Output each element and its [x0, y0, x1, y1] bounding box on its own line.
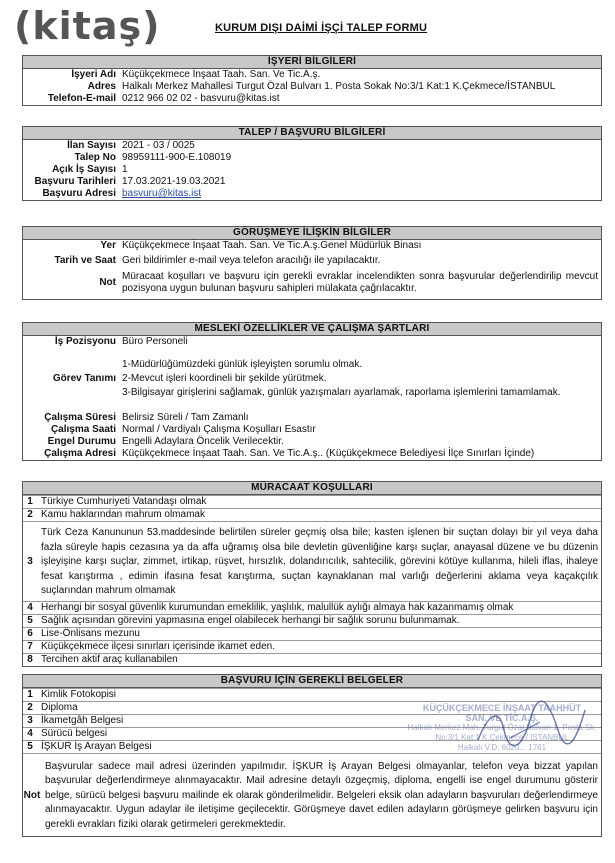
- stamp-line: Halkalı Merkez Mah. Turgut Özal Bulvarı 1. Posta Sk.: [407, 723, 597, 732]
- row-label: Not: [99, 277, 116, 288]
- info-row: [23, 412, 601, 424]
- row-value: Halkalı Merkez Mahallesi Turgut Özal Bulvarı 1. Posta Sokak No:3/1 Kat:1 K.Çekmece/İSTANBUL: [122, 81, 556, 92]
- row-value: Büro Personeli: [122, 336, 188, 347]
- item-text: İŞKUR İş Arayan Belgesi: [41, 741, 152, 752]
- row-value: 0212 966 02 02 - basvuru@kitas.ist: [122, 93, 280, 104]
- item-number: 5: [27, 614, 33, 626]
- row-label: Yer: [100, 240, 116, 251]
- row-value: 2021 - 03 / 0025: [122, 140, 195, 151]
- item-text: Sağlık açısından görevini yapmasına engel olabilecek herhangi bir sağlık sorunu bulunmamak.: [41, 614, 460, 626]
- info-row: [23, 336, 601, 348]
- row-label: Görev Tanımı: [52, 373, 116, 384]
- condition-item: [23, 640, 601, 653]
- section-header: GÖRÜŞMEYE İLİŞKİN BİLGİLER: [23, 227, 601, 240]
- row-value: Belirsiz Süreli / Tam Zamanlı: [122, 412, 249, 423]
- row-value: 1: [122, 164, 128, 175]
- row-label: Çalışma Saati: [50, 424, 116, 435]
- info-row: [23, 271, 601, 295]
- info-row: [23, 81, 601, 93]
- item-text: Türkiye Cumhuriyeti Vatandaşı olmak: [41, 496, 207, 507]
- row-label: Talep No: [74, 152, 116, 163]
- row-value: Geri bildirimler e-mail veya telefon aracılığı ile yapılacaktır.: [122, 255, 381, 266]
- info-row: [23, 358, 601, 400]
- section-header: İŞYERİ BİLGİLERİ: [23, 56, 601, 69]
- item-text: Tercihen aktif araç kullanabilen: [41, 653, 178, 665]
- section-header: MÜRACAAT KOŞULLARI: [23, 482, 601, 495]
- section-isyeri: [22, 55, 602, 106]
- row-label: Açık İş Sayısı: [52, 164, 116, 175]
- stamp-line: No:3/1 Kat:1 K.Çekmece / İSTANBUL: [435, 733, 569, 742]
- item-number: 7: [27, 640, 33, 652]
- item-text: Diploma: [41, 702, 78, 713]
- row-label: Engel Durumu: [47, 436, 116, 447]
- section-gorusme: [22, 226, 602, 300]
- signature-icon: [470, 700, 590, 760]
- application-email-link[interactable]: basvuru@kitas.ist: [122, 188, 202, 199]
- item-text: Sürücü belgesi: [41, 728, 108, 739]
- row-label: İşyeri Adı: [71, 69, 116, 80]
- info-row: [23, 152, 601, 164]
- item-text: İkametgâh Belgesi: [41, 715, 124, 726]
- task-line: 2-Mevcut işleri koordineli bir şekilde yürütmek.: [122, 373, 327, 384]
- info-row: [23, 436, 601, 448]
- note-text: Başvurular sadece mail adresi üzerinden yapılmıdır. İŞKUR İş Arayan Belgesi olmayanlar, telefon veya bizzat yapılan başvurular değerlendirmeye alınmayacaktır. Mail adresine detaylı özgeçmiş, diploma, engelli ise engel durumunu gösterir belge, sürücü belgesi başvuru mailinde ek olarak gönderilmelidir. Belgeleri eksik olan adayların başvuruları değerlendirmeye alınmayacaktır. Uygun adaylar ile iletişime geçilecektir. Görüşmeye davet edilen adayların görüşmeye gelirken başvuru için gerekli evrakları fiziki olarak getirmeleri gerekmektedir.: [45, 761, 598, 830]
- item-number: 2: [27, 702, 33, 713]
- stamp-line: SAN. VE TİC.A.Ş.: [465, 713, 539, 723]
- row-value: Müracaat koşulları ve başvuru için gerekli evraklar incelendikten sonra başvurular değerlendirilip mevcut pozisyona uygun bulunan başvuru sahipleri mülakata çağrılacaktır.: [122, 271, 598, 294]
- condition-item: [23, 627, 601, 640]
- info-row: [23, 240, 601, 252]
- row-value: Normal / Vardiyalı Çalışma Koşulları Esastır: [122, 424, 316, 435]
- item-number: 1: [27, 496, 33, 507]
- section-muracaat: [22, 481, 602, 667]
- row-label: Adres: [87, 81, 116, 92]
- stamp-line: KÜÇÜKÇEKMECE İNŞAAT TAAHHÜT: [422, 703, 582, 713]
- item-number: 6: [27, 627, 33, 639]
- row-value: 17.03.2021-19.03.2021: [122, 176, 226, 187]
- condition-item: [23, 653, 601, 666]
- item-number: 4: [27, 601, 33, 613]
- info-row: [23, 69, 601, 81]
- condition-item: [23, 495, 601, 508]
- info-row: [23, 176, 601, 188]
- row-value: Küçükçekmece İnşaat Taah. San. Ve Tic.A.ş.. (Küçükçekmece Belediyesi İlçe Sınırları İçinde): [122, 448, 535, 459]
- row-label: Tarih ve Saat: [54, 255, 116, 266]
- row-value: 98959111-900-E.108019: [122, 152, 232, 163]
- row-value: Küçükçekmece İnşaat Taah. San. Ve Tic.A.ş.: [122, 69, 321, 80]
- task-line: 3-Bilgisayar girişlerini sağlamak, günlük yazışmaları ayarlamak, raporlama işlemlerini tamamlamak.: [122, 387, 561, 398]
- kitas-logo: (kitaş): [14, 4, 161, 48]
- item-text: Türk Ceza Kanununun 53.maddesinde belirtilen süreler geçmiş olsa bile; kasten işlenen bir suçtan dolayı bir yıl veya daha fazla süreyle hapis cezasına ya da affa uğramış olsa bile devletin güvenliğine karşı suçlar, anayasal düzene ve bu düzenin işleyişine karşı suçlar, zimmet, irtikap, rüşvet, hırsızlık, dolandırıcılık, sahtecilik, görevini kötüye kullanma, hileli iflas, ihaleye fesat karıştırma , edimin ifasına fesat karıştırma, suçtan kaynaklanan mal varlığı değerlerini aklama veya kaçakçılık suçlarından mahrum olmamak: [41, 527, 598, 597]
- row-value: Engelli Adaylara Öncelik Verilecektir.: [122, 436, 284, 447]
- condition-item: [23, 508, 601, 521]
- item-number: 3: [27, 715, 33, 726]
- item-text: Küçükçekmece ilçesi sınırları içerisinde ikamet eden.: [41, 640, 275, 652]
- section-mesleki: [22, 322, 602, 461]
- item-number: 2: [27, 509, 33, 520]
- condition-item: [23, 614, 601, 627]
- item-number: 5: [27, 741, 33, 752]
- info-row: [23, 140, 601, 152]
- row-value: Küçükçekmece İnşaat Taah. San. Ve Tic.A.ş.Genel Müdürlük Binası: [122, 240, 422, 251]
- task-line: 1-Müdürlüğümüzdeki günlük işleyişten sorumlu olmak.: [122, 359, 363, 370]
- info-row: [23, 255, 601, 267]
- item-text: Kamu haklarından mahrum olmamak: [41, 509, 205, 520]
- row-label: Başvuru Adresi: [42, 188, 116, 199]
- item-number: 1: [27, 689, 33, 700]
- section-header: BAŞVURU İÇİN GEREKLİ BELGELER: [23, 675, 601, 688]
- document-title: KURUM DIŞI DAİMİ İŞÇİ TALEP FORMU: [215, 22, 428, 34]
- section-header: MESLEKİ ÖZELLİKLER VE ÇALIŞMA ŞARTLARI: [23, 323, 601, 336]
- item-number: 8: [27, 653, 33, 665]
- info-row: [23, 448, 601, 460]
- section-talep: [22, 126, 602, 201]
- section-header: TALEP / BAŞVURU BİLGİLERİ: [23, 127, 601, 140]
- row-value: [119, 358, 601, 400]
- row-label: Çalışma Süresi: [44, 412, 116, 423]
- note-label: Not: [23, 789, 41, 801]
- info-row: [23, 93, 601, 105]
- info-row: [23, 424, 601, 436]
- item-text: Lise-Önlisans mezunu: [41, 627, 140, 639]
- row-label: İlan Sayısı: [67, 140, 116, 151]
- row-label: Başvuru Tarihleri: [34, 176, 116, 187]
- condition-item: [23, 521, 601, 601]
- item-number: 3: [27, 556, 33, 568]
- stamp-line: Halkalı V.D. 6020... 1761: [457, 743, 547, 752]
- row-label: Telefon-E-mail: [47, 93, 116, 104]
- item-number: 4: [27, 728, 33, 739]
- condition-item: [23, 601, 601, 614]
- item-text: Herhangi bir sosyal güvenlik kurumundan emeklilik, yaşlılık, malullük aylığı almaya hak kazanmamış olmak: [41, 601, 514, 613]
- row-label: İş Pozisyonu: [54, 336, 116, 347]
- info-row: [23, 164, 601, 176]
- item-text: Kimlik Fotokopisi: [41, 689, 117, 700]
- row-label: Çalışma Adresi: [44, 448, 116, 459]
- info-row: [23, 188, 601, 200]
